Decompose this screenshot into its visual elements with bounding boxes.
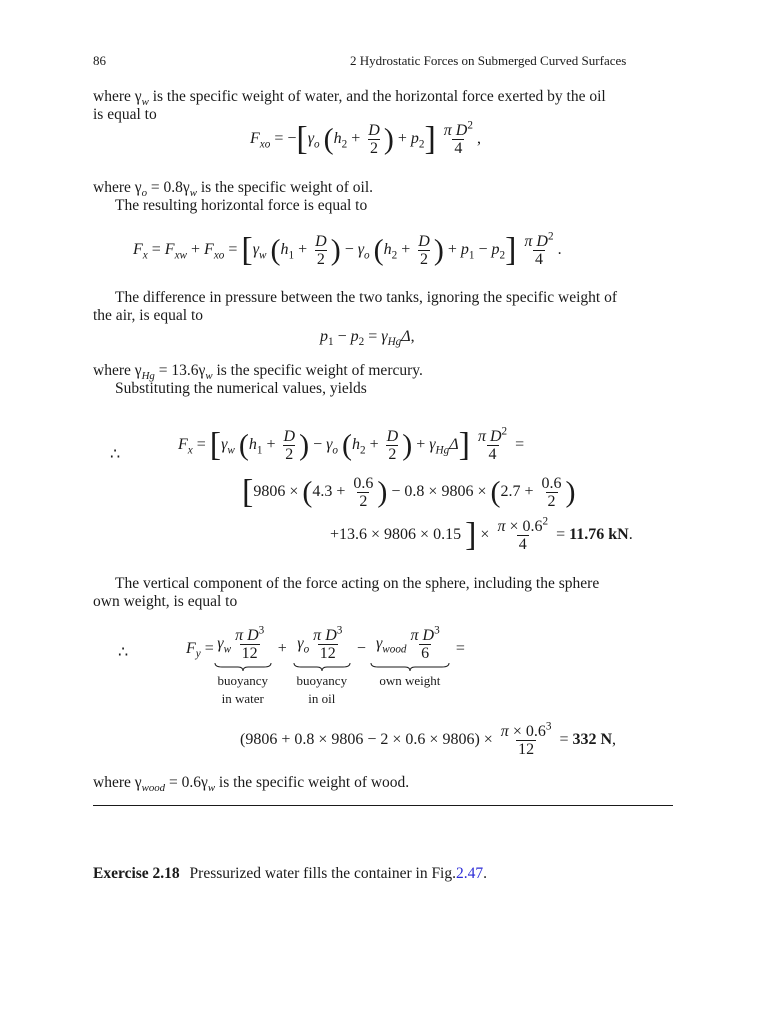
paragraph-1-line-2: is equal to [93,106,157,123]
equation-fy-symbolic: $F_y$ = $\gamma_w$ $\frac{\pi D^3}{12}$ buoyancy in water + $\gamma_o$ $\frac{\pi D^3}{12}$ buoyancy in oil − $\gamma_{wood}$ $\frac{\pi D^3}{6}$ own weight = [186,624,465,706]
paragraph-7-line-1: The vertical component of the force acting on the sphere, including the sphere [115,575,600,592]
exercise-label: Exercise 2.18 [93,865,180,882]
equation-fxo: $F_{xo} = -[\gamma_o$ ($h_2$ + $\frac{D}{2}$ ) + $p_2$] $\frac{\pi D^2}{4}$ , [250,119,481,158]
paragraph-3: The resulting horizontal force is equal to [115,197,368,214]
section-divider [93,805,673,806]
equation-fx-numeric-line-2: [9806 × (4.3 + $\frac{0.6}{2}$ ) − 0.8 × 9806 × (2.7 + $\frac{0.6}{2}$ ) [242,473,576,511]
paragraph-7-line-2: own weight, is equal to [93,593,238,610]
equation-fx-symbolic: $F_x = [\gamma_w$ ($h_1$ + $\frac{D}{2}$ ) − $\gamma_o$ ($h_2$ + $\frac{D}{2}$ ) + $\gamma_{Hg}\Delta$] $\frac{\pi D^2}{4}$ = [178,425,525,464]
result-fy: 332 N [572,731,613,749]
own-weight-term: $\gamma_{wood}$ $\frac{\pi D^3}{6}$ own weight [370,627,450,690]
paragraph-2: where $\gamma_o = 0.8\gamma_w$ is the specific weight of oil. [93,179,374,200]
therefore-symbol-1: ∴ [110,446,121,463]
equation-fy-numeric: (9806 + 0.8 × 9806 − 2 × 0.6 × 9806) × $\frac{\pi \times 0.6^3}{12}$ = 332 N, [240,720,617,758]
underbrace-wood-icon [370,662,450,672]
page-number: 86 [93,53,106,68]
paragraph-1-line-1: where $\gamma_w$ is the specific weight of water, and the horizontal force exerted by the oil [93,88,606,109]
therefore-symbol-2: ∴ [118,644,129,661]
paragraph-6: Substituting the numerical values, yields [115,380,367,397]
buoyancy-oil-term: $\gamma_o$ $\frac{\pi D^3}{12}$ buoyancy in oil [293,627,351,708]
buoyancy-water-term: $\gamma_w$ $\frac{\pi D^3}{12}$ buoyancy in water [214,627,272,708]
equation-pressure-difference: $p_1 - p_2 = \gamma_{Hg}\Delta$, [320,328,415,349]
result-fx: 11.76 kN [569,526,629,544]
paragraph-5: where $\gamma_{Hg} = 13.6\gamma_w$ is the specific weight of mercury. [93,362,423,383]
equation-fx: $F_x = F_{xw} + F_{xo} = [\gamma_w$ ($h_1$ + $\frac{D}{2}$ ) − $\gamma_o$ ($h_2$ + $\frac{D}{2}$ ) + $p_1 - p_2$] $\frac{\pi D^2}{4}$ . [133,230,562,269]
underbrace-water-icon [214,662,272,672]
paragraph-4-line-1: The difference in pressure between the two tanks, ignoring the specific weight of [115,289,618,306]
chapter-title: 2 Hydrostatic Forces on Submerged Curved Surfaces [350,53,627,68]
underbrace-oil-icon [293,662,351,672]
figure-link[interactable]: 2.47 [456,865,484,882]
paragraph-8: where $\gamma_{wood} = 0.6\gamma_w$ is the specific weight of wood. [93,774,410,795]
equation-fx-numeric-line-3: +13.6 × 9806 × 0.15 ] × $\frac{\pi \times 0.6^2}{4}$ = 11.76 kN. [330,515,633,554]
paragraph-4-line-2: the air, is equal to [93,307,203,324]
exercise-2-18: Exercise 2.18 Pressurized water fills the container in Fig.2.47. [93,865,487,882]
